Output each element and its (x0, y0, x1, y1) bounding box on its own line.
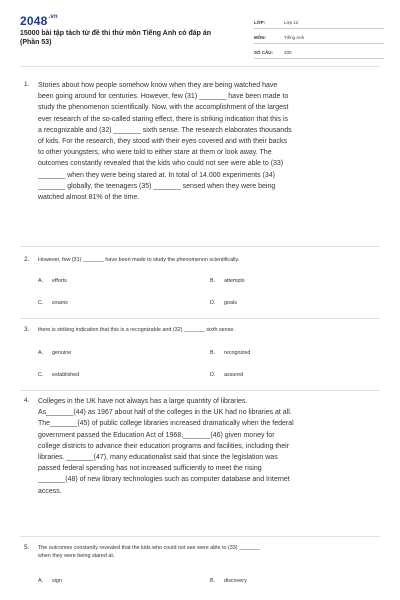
option-c[interactable] (38, 300, 68, 306)
option-text: recognized (224, 350, 251, 356)
question-divider (20, 246, 380, 247)
question-number: 4. (24, 397, 30, 404)
option-text: assured (224, 372, 244, 378)
meta-row-count (254, 46, 384, 59)
site-logo[interactable] (20, 14, 58, 28)
option-text: goals (224, 300, 237, 306)
question-divider (20, 536, 380, 537)
option-b[interactable] (210, 278, 245, 284)
document-header (0, 0, 400, 60)
question-passage: Stories about how people somehow know when they are being watched have been going around for centuries. However, few (31) _______ have been made to study the phenomenon scientifically. Now, with the accomplishment of the largest ever research of the so-called staring effect, there is striking indication that this is a recognizable and (32) _______ sixth sense. The research elaborates thousands of kids. For the research, they stood with their eyes covered and with their backs to other youngsters, who were told to either stare at them or look away. The outcomes constantly revealed that the kids who could not see were able to (33) _______ when they were being stared at. In total of 14.000 experiments (34) _______ globally, the teenagers (35) _______ sensed when they were being watched almost 81% of the time. (38, 82, 292, 202)
question-divider (20, 390, 380, 391)
question-number: 2. (24, 256, 30, 263)
question-5 (24, 544, 376, 594)
question-1 (24, 80, 376, 240)
option-c[interactable] (38, 372, 79, 378)
meta-row-grade (254, 16, 384, 29)
option-text: efforts (52, 278, 67, 284)
question-number: 1. (24, 81, 30, 88)
option-text: sign (52, 578, 62, 584)
option-text: attempts (224, 278, 245, 284)
meta-value: Lớp 12 (284, 19, 299, 25)
option-a[interactable] (38, 350, 71, 356)
option-a[interactable] (38, 278, 67, 284)
meta-value: 330 (284, 49, 292, 55)
meta-value: Tiếng Anh (284, 34, 305, 40)
question-text: However, few (31) _______ have been made to study the phenomenon scientifically. (38, 257, 240, 263)
option-text: discovery (224, 578, 247, 584)
document-meta (254, 16, 384, 61)
option-letter: D. (210, 372, 216, 378)
meta-key: SỐ CÂU: (254, 49, 273, 55)
question-text: there is striking indication that this is a recognizable and (32) _______ sixth sense. (38, 327, 235, 333)
option-text: exams (52, 300, 68, 306)
question-text: The outcomes constantly revealed that the kids who could not see were able to (33) _______ when they were being stared at. (38, 545, 261, 559)
option-text: established (52, 372, 80, 378)
logo-suffix: .vn (48, 14, 58, 20)
question-2 (24, 256, 376, 316)
question-divider (20, 318, 380, 319)
option-letter: A. (38, 278, 44, 284)
meta-key: MÔN: (254, 34, 266, 40)
option-d[interactable] (210, 300, 237, 306)
header-divider (20, 66, 380, 67)
option-letter: D. (210, 300, 216, 306)
option-letter: C. (38, 372, 44, 378)
option-letter: A. (38, 350, 44, 356)
option-letter: B. (210, 350, 216, 356)
question-number: 5. (24, 544, 30, 551)
option-b[interactable] (210, 350, 250, 356)
option-d[interactable] (210, 372, 243, 378)
question-number: 3. (24, 326, 30, 333)
option-letter: B. (210, 578, 216, 584)
option-b[interactable] (210, 578, 247, 584)
logo-main: 2048 (20, 14, 48, 28)
question-3 (24, 326, 376, 386)
meta-row-subject (254, 31, 384, 44)
option-letter: A. (38, 578, 44, 584)
document-title: 15000 bài tập tách từ đề thi thử môn Tiếng Anh có đáp án (Phần 53) (20, 30, 211, 46)
meta-key: LỚP: (254, 19, 266, 25)
question-4 (24, 396, 376, 526)
option-letter: C. (38, 300, 44, 306)
option-text: genuine (52, 350, 72, 356)
option-a[interactable] (38, 578, 62, 584)
question-passage: Colleges in the UK have not always has a large quantity of libraries. As_______(44) as 1967 about half of the colleges in the UK had no libraries at all. The_______(45) of public college libraries increased dramatically when the federal government passed the Education Act of 1968,_______(46) given money for college districts to advance their education programs and facilities, including their libraries. _______(47), many educationalist said that since the legislation was passed federal spending has not increased sufficiently to meet the rising _______(48) of new library technologies such as computer database and Internet access. (38, 398, 294, 495)
option-letter: B. (210, 278, 216, 284)
